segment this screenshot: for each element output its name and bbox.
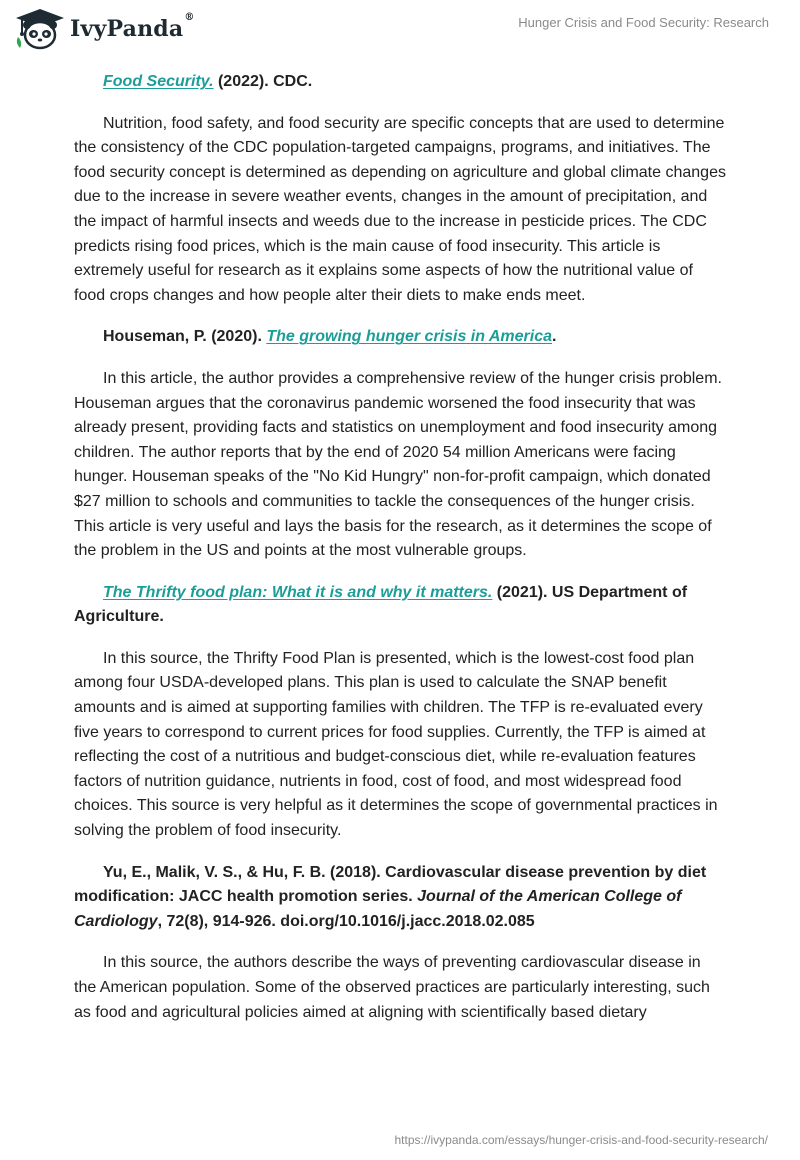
reference-link[interactable]: The Thrifty food plan: What it is and why it matters. [103, 583, 493, 601]
reference-link[interactable]: The growing hunger crisis in America [266, 328, 553, 346]
panda-graduate-icon [14, 7, 66, 51]
annotation-paragraph: In this source, the authors describe the ways of preventing cardiovascular disease in the American population. Some of the observed practices are particularly interesting, such as food and agricultural policies aimed at aligning with scientifically based dietary [74, 954, 710, 1021]
annotation-paragraph: In this source, the Thrifty Food Plan is presented, which is the lowest-cost food plan among four USDA-developed plans. This plan is used to calculate the SNAP benefit amounts and is aimed at supporting families with children. The TFP is re-evaluated every five years to correspond to current prices for food supplies. Currently, the TFP is aimed at reflecting the cost of a nutritious and budget-conscious diet, while re-evaluation features factors of nutrition guidance, nutrients in food, cost of food, and most widespread food choices. This source is very helpful as it determines the scope of governmental practices in solving the problem of food insecurity. [74, 649, 718, 840]
annotation-paragraph: Nutrition, food safety, and food security are specific concepts that are used to determine the consistency of the CDC population-targeted campaigns, programs, and initiatives. The food security concept is determined as depending on agriculture and global climate changes due to the increase in severe weather events, changes in the amount of precipitation, and the impact of harmful insects and weeds due to the increase in pesticide prices. The CDC predicts rising food prices, which is the main cause of food insecurity. This article is extremely useful for research as it explains some aspects of how the nutritional value of food crops changes and how people alter their diets to make ends meet. [74, 114, 726, 304]
reference-citation: Food Security. (2022). CDC. [103, 73, 313, 90]
page-header [0, 0, 800, 60]
journal-title: Journal of the American College of Cardiology [74, 888, 682, 930]
reference-citation: Yu, E., Malik, V. S., & Hu, F. B. (2018). Cardiovascular disease prevention by diet modification: JACC health promotion series. Journal of the American College of Cardiology, 72(8), 914-926. doi.org/10.1016/j.jacc.2018.02.085 [74, 863, 707, 930]
reference-link[interactable]: Food Security. [103, 73, 214, 90]
reference-citation: Houseman, P. (2020). The growing hunger crisis in America. [103, 328, 557, 346]
reference-citation: The Thrifty food plan: What it is and why it matters. (2021). US Department of Agriculture. [74, 583, 688, 626]
ivypanda-logo[interactable] [14, 7, 195, 51]
annotation-paragraph: In this article, the author provides a comprehensive review of the hunger crisis problem. Houseman argues that the coronavirus pandemic worsened the food insecurity that was already present, providing facts and statistics on unemployment and food insecurity among children. The author reports that by the end of 2020 54 million Americans were facing hunger. Houseman speaks of the "No Kid Hungry" non-for-profit campaign, which donated $27 million to schools and communities to tackle the consequences of the hunger crisis. This article is very useful and lays the basis for the research, as it determines the scope of the problem in the US and points at the most vulnerable groups. [74, 369, 722, 560]
essay-body [74, 70, 726, 1042]
document-title: Hunger Crisis and Food Security: Research [518, 15, 769, 30]
logo-wordmark: IvyPanda® [70, 12, 195, 42]
source-url[interactable]: https://ivypanda.com/essays/hunger-crisis-and-food-security-research/ [394, 1133, 768, 1147]
